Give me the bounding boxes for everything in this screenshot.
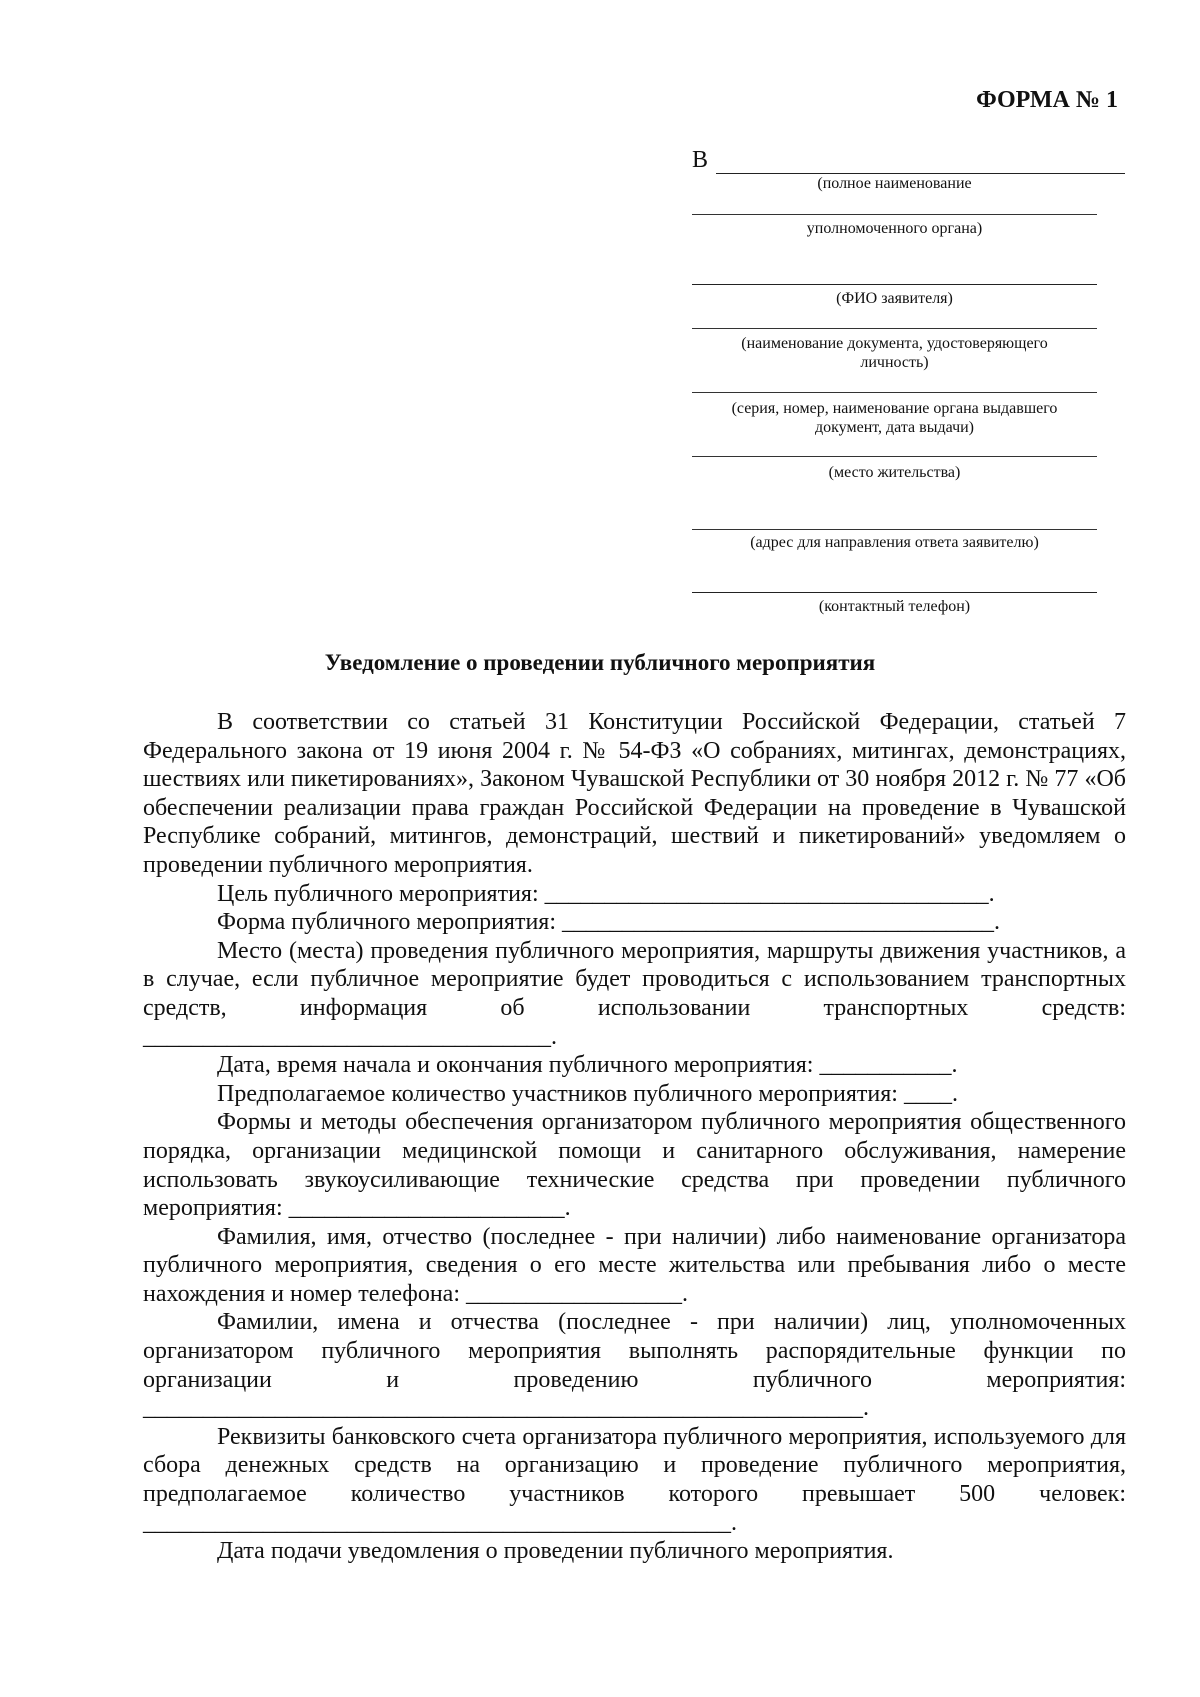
caption-applicant-name: (ФИО заявителя) <box>836 290 953 307</box>
document-body <box>143 708 1126 1566</box>
authorized-persons-field: Фамилии, имена и отчества (последнее - при наличии) лиц, уполномоченных организатором публичного мероприятия выполнять распорядительные функции по организации и проведению публичного мероприятия: ____________________________________________________________. <box>143 1309 1126 1422</box>
caption-phone: (контактный телефон) <box>818 598 971 615</box>
caption-id-document-cont: личность) <box>860 354 929 371</box>
document-title: Уведомление о проведении публичного мероприятия <box>324 650 876 675</box>
event-purpose-field: Цель публичного мероприятия: _____________________________________. <box>217 880 995 907</box>
caption-residence: (место жительства) <box>828 464 961 481</box>
intro-paragraph: В соответствии со статьей 31 Конституции Российской Федерации, статьей 7 Федерального закона от 19 июня 2004 г. № 54-ФЗ «О собраниях, митингах, демонстрациях, шествиях или пикетированиях», Законом Чувашской Республики от 30 ноября 2012 г. № 77 «Об обеспечении реализации права граждан Российской Федерации на проведение в Чувашской Республике собраний, митингов, демонстраций, шествий и пикетирований» уведомляем о проведении публичного мероприятия. <box>143 709 1126 878</box>
submission-date-field: Дата подачи уведомления о проведении публичного мероприятия. <box>217 1538 894 1565</box>
rule-authority <box>692 214 1097 215</box>
caption-reply-address: (адрес для направления ответа заявителю) <box>750 534 1039 551</box>
organizer-info-field: Фамилия, имя, отчество (последнее - при наличии) либо наименование организатора публичного мероприятия, сведения о его месте жительства или пребывания либо о месте нахождения и номер телефона: __________________. <box>143 1223 1126 1307</box>
form-number: ФОРМА № 1 <box>976 87 1118 113</box>
rule-id-document <box>692 328 1097 329</box>
caption-id-details-cont: документ, дата выдачи) <box>814 419 974 436</box>
rule-reply-address <box>692 529 1097 530</box>
rule-applicant-name <box>692 284 1097 285</box>
event-location-field: Место (места) проведения публичного мероприятия, маршруты движения участников, а в случае, если публичное мероприятие будет проводиться с использованием транспортных средств, информация об использовании транспортных средств: __________________________________. <box>143 937 1126 1050</box>
participants-count-field: Предполагаемое количество участников публичного мероприятия: ____. <box>217 1080 958 1107</box>
caption-authority-name: (полное наименование <box>817 175 972 192</box>
rule-id-details <box>692 392 1097 393</box>
event-form-field: Форма публичного мероприятия: ____________________________________. <box>217 909 1000 936</box>
order-methods-field: Формы и методы обеспечения организатором публичного мероприятия общественного порядка, организации медицинской помощи и санитарного обслуживания, намерение использовать звукоусиливающие технические средства при проведении публичного мероприятия: _______________________. <box>143 1109 1126 1222</box>
bank-details-field: Реквизиты банковского счета организатора публичного мероприятия, используемого для сбора денежных средств на организацию и проведение публичного мероприятия, предполагаемое количество участников которого превышает 500 человек: _________________________________________________. <box>143 1423 1126 1536</box>
addressee-prefix: В <box>692 147 709 173</box>
event-datetime-field: Дата, время начала и окончания публичного мероприятия: ___________. <box>217 1052 958 1079</box>
caption-id-document: (наименование документа, удостоверяющего <box>741 335 1048 352</box>
addressee-row <box>692 147 1125 174</box>
rule-residence <box>692 456 1097 457</box>
caption-id-details: (серия, номер, наименование органа выдавшего <box>731 400 1058 417</box>
addressee-line <box>716 151 1125 174</box>
rule-phone <box>692 592 1097 593</box>
caption-authority-cont: уполномоченного органа) <box>806 220 983 237</box>
